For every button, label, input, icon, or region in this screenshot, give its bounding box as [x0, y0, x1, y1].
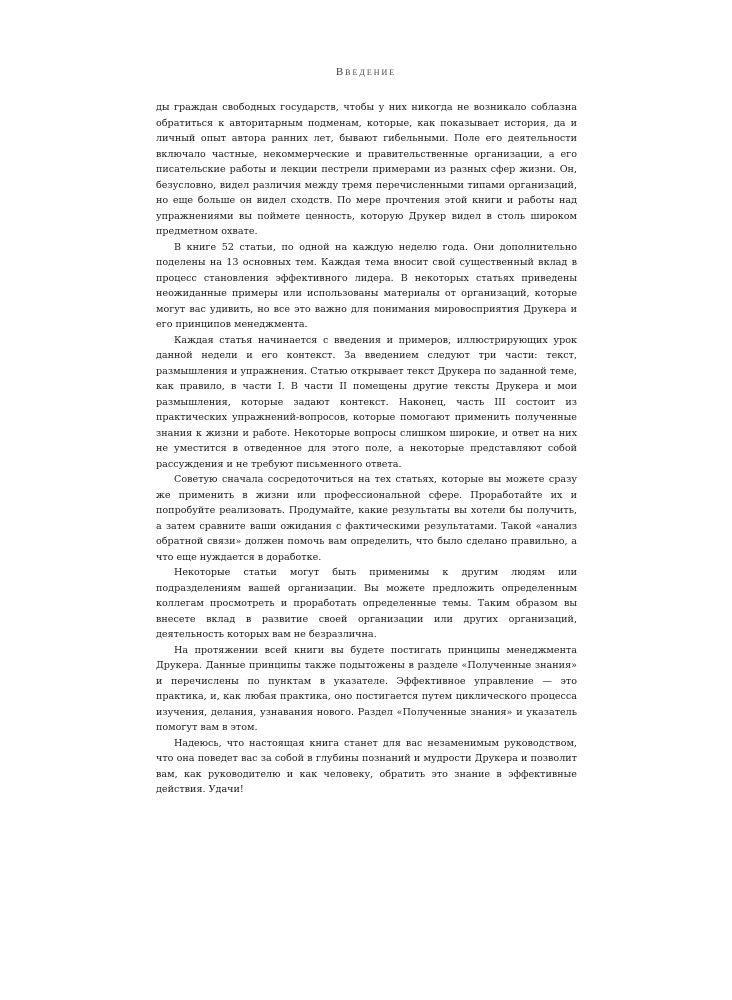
paragraph-1: ды граждан свободных государств, чтобы у них никогда не возникало соблазна обратиться к авторитарным подменам, которые, как показывает история, да и личный опыт автора ранних лет, бывают гибельными. Поле его деятельности включало частные, некоммерческие и правительственные организации, а его писательские работы и лекции пестрели примерами из разных сфер жизни. Он, безусловно, видел различия между тремя перечисленными типами организаций, но еще больше он видел сходств. По мере прочтения этой книги и работы над упражнениями вы поймете ценность, которую Друкер видел в столь широком предметном охвате.	[156, 102, 577, 237]
paragraph-6: На протяжении всей книги вы будете постигать принципы менеджмента Друкера. Данные принципы также подытожены в разделе «Полученные знания» и перечислены по пунктам в указателе. Эффективное управление — это практика, и, как любая практика, оно постигается путем циклического процесса изучения, делания, узнавания нового. Раздел «Полученные знания» и указатель помогут вам в этом.	[156, 644, 577, 733]
paragraph-2: В книге 52 статьи, по одной на каждую неделю года. Они дополнительно поделены на 13 основных тем. Каждая тема вносит свой существенный вклад в процесс становления эффективного лидера. В некоторых статьях приведены неожиданные примеры или использованы материалы от организаций, которые могут вас удивить, но все это важно для понимания мировосприятия Друкера и его принципов менеджмента.	[156, 241, 577, 330]
paragraph-3: Каждая статья начинается с введения и примеров, иллюстрирующих урок данной недели и его контекст. За введением следуют три части: текст, размышления и упражнения. Статью открывает текст Друкера по заданной теме, как правило, в части I. В части II помещены другие тексты Друкера и мои размышления, которые задают контекст. Наконец, часть III состоит из практических упражнений-вопросов, которые помогают применить полученные знания к жизни и работе. Некоторые вопросы слишком широкие, и ответ на них не уместится в отведенное для этого поле, а некоторые представляют собой рассуждения и не требуют письменного ответа.	[156, 334, 577, 470]
running-head-title: Введение	[335, 66, 397, 78]
paragraph-5: Некоторые статьи могут быть применимы к другим людям или подразделениям вашей организации. Вы можете предложить определенным коллегам просмотреть и проработать определенные темы. Таким образом вы внесете вклад в развитие своей организации или других организаций, деятельность которых вам не безразлична.	[156, 567, 577, 640]
body-text	[156, 100, 577, 798]
paragraph-4: Советую сначала сосредоточиться на тех статьях, которые вы можете сразу же применить в жизни или профессиональной сфере. Проработайте их и попробуйте реализовать. Продумайте, какие результаты вы хотели бы получить, а затем сравните ваши ожидания с фактическими результатами. Такой «анализ обратной связи» должен помочь вам определить, что было сделано правильно, а что еще нуждается в доработке.	[156, 474, 577, 563]
paragraph-7: Надеюсь, что настоящая книга станет для вас незаменимым руководством, что она поведет вас за собой в глубины познаний и мудрости Друкера и позволит вам, как руководителю и как человеку, обратить это знание в эффективные действия. Удачи!	[156, 737, 577, 795]
